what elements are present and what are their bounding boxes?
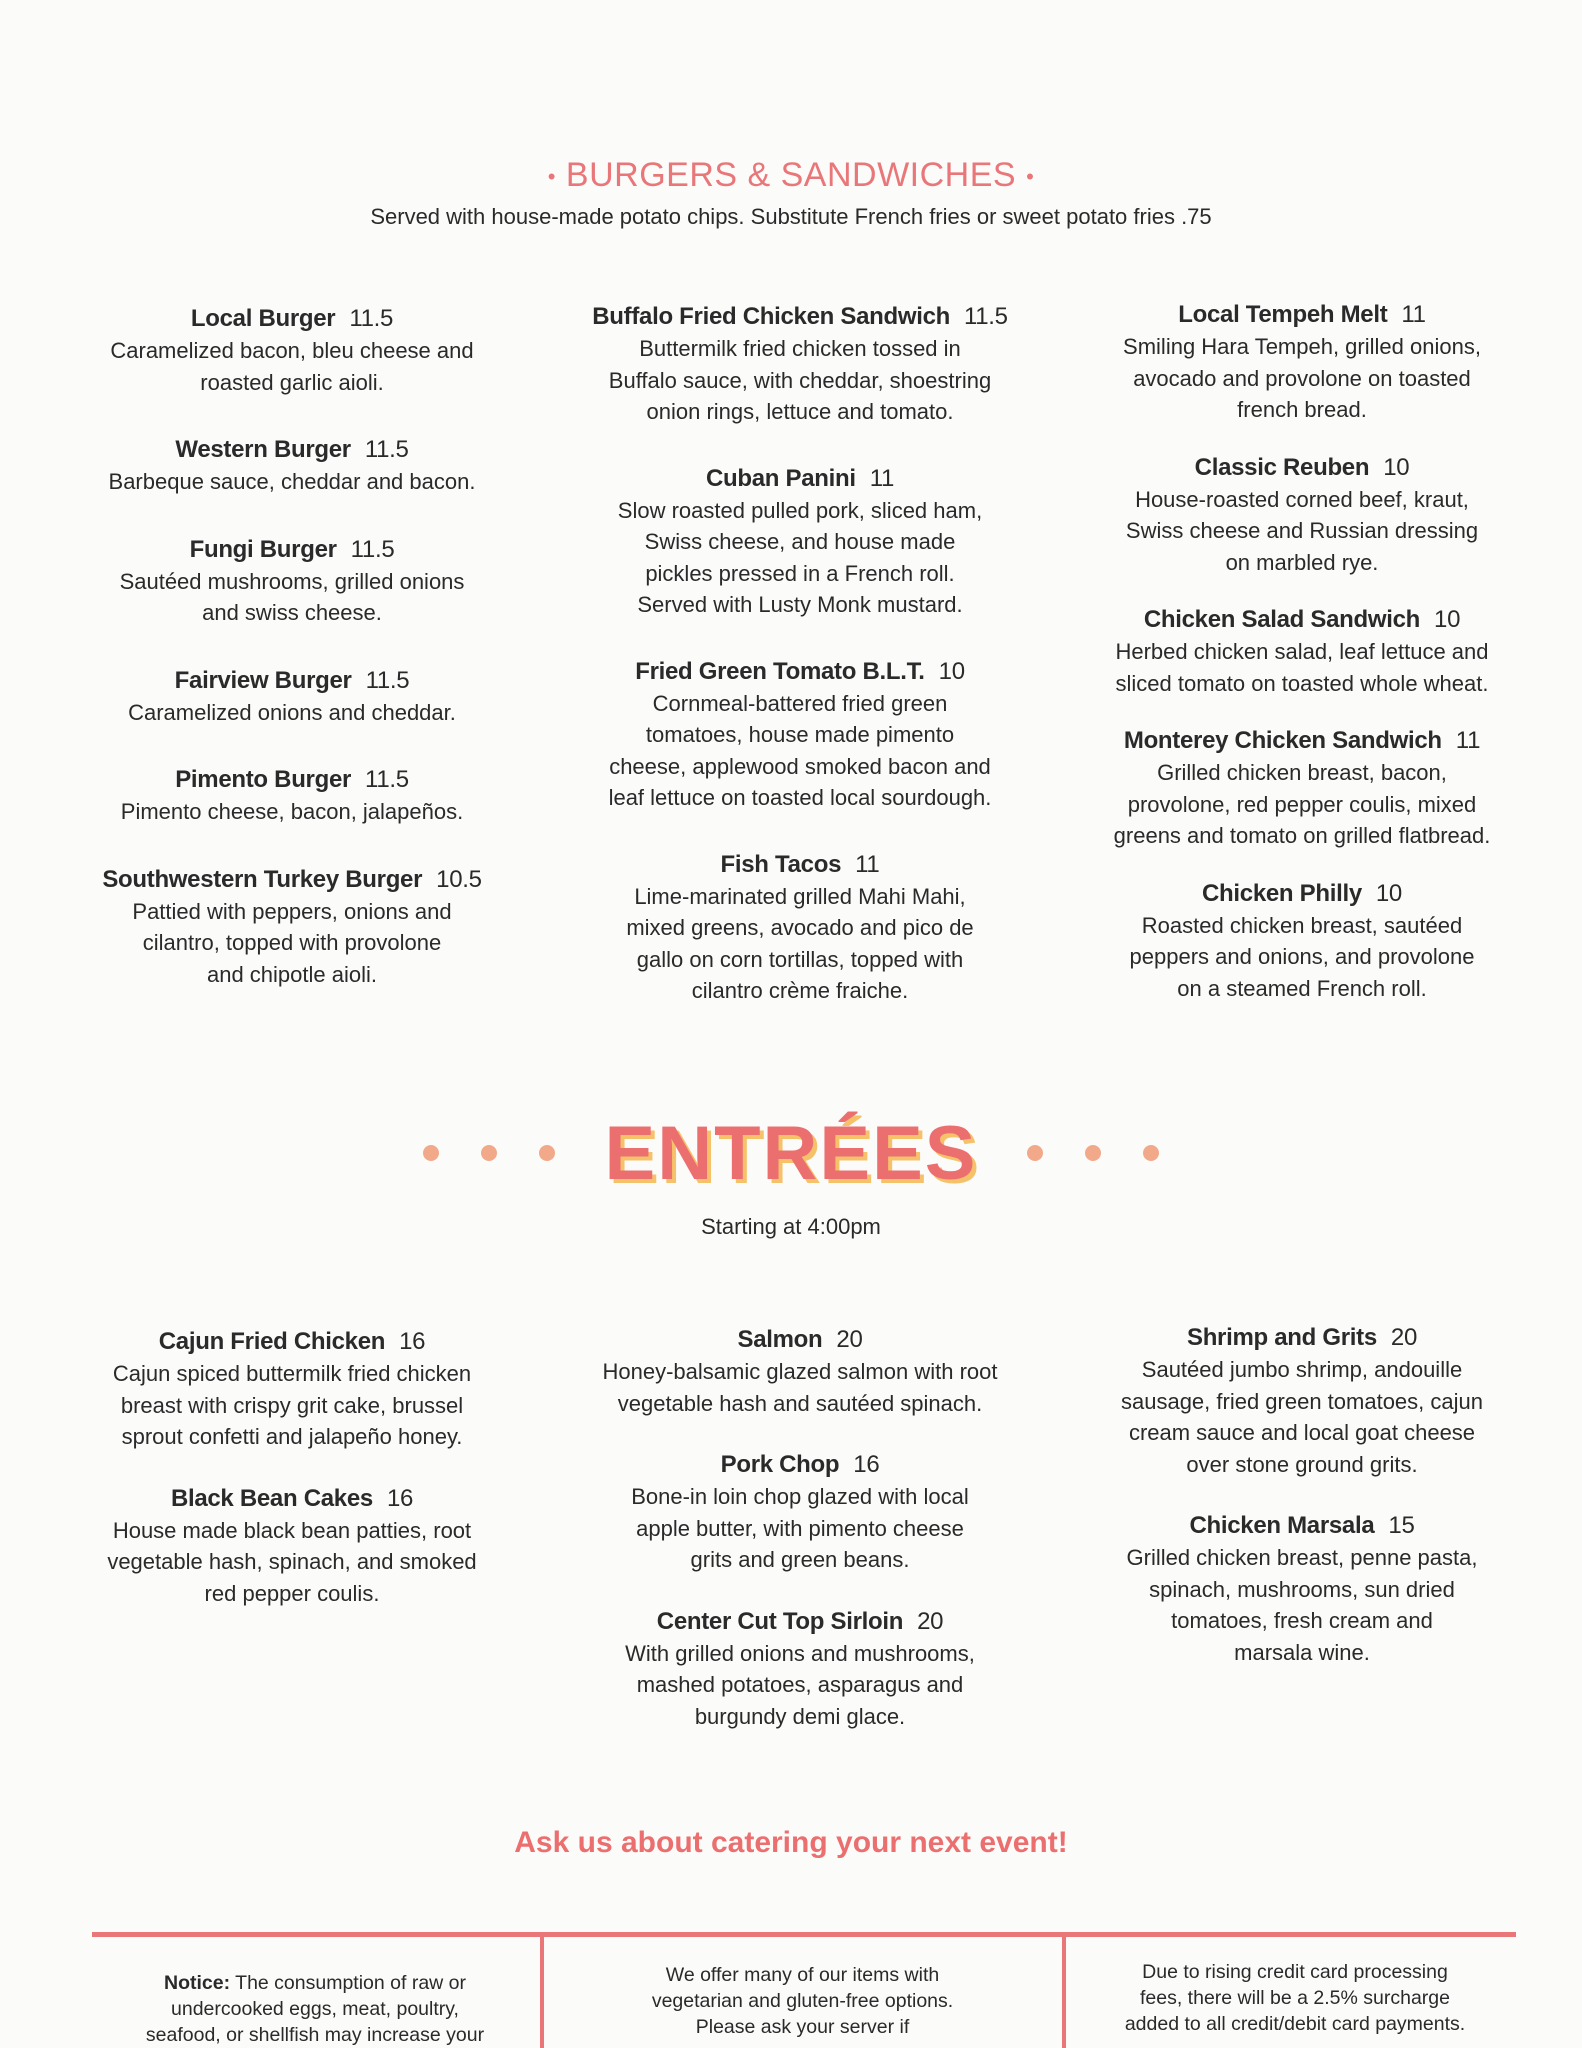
menu-item-description: Smiling Hara Tempeh, grilled onions, — [1123, 334, 1481, 359]
menu-item-description: Herbed chicken salad, leaf lettuce and — [1115, 639, 1489, 664]
menu-item-name: Pork Chop — [720, 1451, 840, 1478]
menu-item-title — [72, 534, 512, 566]
menu-item-name: Center Cut Top Sirloin — [656, 1607, 904, 1635]
menu-item — [1082, 878, 1522, 1005]
menu-item-description: Caramelized onions and cheddar. — [128, 699, 456, 725]
menu-item-description: Sautéed jumbo shrimp, andouille — [1141, 1357, 1463, 1382]
entrees-column-left — [72, 1326, 512, 1609]
menu-item-name: Fried Green Tomato B.L.T. — [635, 657, 925, 685]
footer-dietary-options — [555, 1962, 1050, 2040]
menu-item-description: onion rings, lettuce and tomato. — [646, 399, 954, 424]
menu-item-description: avocado and provolone on toasted — [1133, 365, 1471, 391]
menu-item-price: 11.5 — [364, 436, 409, 463]
menu-item-description: Pattied with peppers, onions and — [132, 898, 452, 924]
menu-item-description: Honey-balsamic glazed salmon with root — [602, 1359, 998, 1384]
entrees-column-center — [575, 1324, 1025, 1732]
menu-item-name: Cajun Fried Chicken — [158, 1328, 386, 1355]
menu-item — [1082, 604, 1522, 699]
menu-item — [1082, 299, 1522, 426]
menu-item — [575, 1606, 1025, 1733]
notice-line: seafood, or shellfish may increase your — [145, 2024, 485, 2046]
menu-item-description: tomatoes, fresh cream and — [1171, 1608, 1433, 1633]
menu-item-price: 10 — [938, 657, 965, 685]
menu-item-description: Sautéed mushrooms, grilled onions — [119, 568, 465, 594]
menu-item-description: and swiss cheese. — [202, 600, 382, 625]
menu-item-price: 16 — [386, 1484, 414, 1512]
menu-item-title — [72, 665, 512, 697]
menu-item-title — [72, 1326, 512, 1358]
menu-item-description: Bone-in loin chop glazed with local — [631, 1484, 969, 1509]
menu-item-price: 15 — [1388, 1512, 1415, 1539]
menu-item-description: Lime-marinated grilled Mahi Mahi, — [634, 883, 966, 909]
menu-item — [575, 301, 1025, 428]
menu-item-description: sausage, fried green tomatoes, cajun — [1120, 1388, 1483, 1414]
menu-item — [1082, 1510, 1522, 1668]
menu-item — [1082, 452, 1522, 579]
burgers-section-subtitle: Served with house-made potato chips. Substitute French fries or sweet potato fries .75 — [370, 204, 1212, 229]
menu-item-name: Local Burger — [190, 305, 336, 332]
notice-line: undercooked eggs, meat, poultry, — [171, 1998, 459, 2020]
menu-item-price: 11.5 — [365, 766, 409, 793]
menu-item-name: Fairview Burger — [174, 666, 352, 694]
menu-item-name: Shrimp and Grits — [1186, 1324, 1377, 1351]
options-line: Please ask your server if — [695, 2016, 910, 2038]
menu-item-description: Swiss cheese, and house made — [644, 529, 956, 554]
menu-item-title — [72, 434, 512, 466]
menu-item-description: Caramelized bacon, bleu cheese and — [110, 338, 474, 363]
menu-item-description: Buffalo sauce, with cheddar, shoestring — [608, 367, 992, 393]
menu-item-description: House-roasted corned beef, kraut, — [1135, 486, 1469, 512]
menu-item-title — [575, 463, 1025, 495]
menu-item-description: With grilled onions and mushrooms, — [625, 1640, 975, 1666]
burgers-column-left — [72, 303, 512, 990]
entrees-header — [0, 1110, 1582, 1200]
menu-item-title — [1082, 452, 1522, 484]
menu-item-price: 20 — [1390, 1324, 1417, 1351]
menu-item-description: Served with Lusty Monk mustard. — [637, 592, 963, 617]
menu-item-description: Swiss cheese and Russian dressing — [1125, 518, 1479, 543]
menu-item — [72, 665, 512, 729]
menu-item-title — [1082, 299, 1522, 331]
menu-item-description: cilantro, topped with provolone — [142, 930, 442, 955]
menu-item — [72, 303, 512, 398]
menu-item-description: provolone, red pepper coulis, mixed — [1127, 791, 1477, 817]
menu-item-name: Chicken Salad Sandwich — [1143, 606, 1421, 633]
menu-item-description: leaf lettuce on toasted local sourdough. — [608, 785, 992, 810]
menu-item-description: french bread. — [1237, 397, 1367, 422]
menu-item-title — [575, 1449, 1025, 1481]
menu-item — [575, 1449, 1025, 1576]
menu-item-price: 11 — [1455, 727, 1481, 754]
menu-item-price: 10 — [1383, 453, 1410, 481]
menu-item-description: Pimento cheese, bacon, jalapeños. — [120, 799, 464, 824]
menu-item-description: gallo on corn tortillas, topped with — [636, 946, 964, 972]
menu-item-name: Classic Reuben — [1194, 453, 1370, 481]
menu-item-description: sprout confetti and jalapeño honey. — [121, 1424, 463, 1449]
burgers-column-center — [575, 301, 1025, 1007]
menu-item-description: Buttermilk fried chicken tossed in — [639, 336, 961, 361]
entrees-column-right — [1082, 1322, 1522, 1668]
menu-item-name: Monterey Chicken Sandwich — [1123, 727, 1442, 754]
menu-item-title — [72, 864, 512, 896]
menu-item-description: apple butter, with pimento cheese — [636, 1515, 964, 1541]
menu-item-description: mixed greens, avocado and pico de — [626, 915, 974, 940]
menu-item-price: 16 — [853, 1451, 880, 1478]
menu-item — [575, 656, 1025, 814]
menu-item — [72, 1483, 512, 1610]
menu-item — [575, 849, 1025, 1007]
menu-item-name: Pimento Burger — [175, 766, 352, 793]
menu-item-description: peppers and onions, and provolone — [1129, 944, 1475, 969]
menu-item-description: mashed potatoes, asparagus and — [636, 1672, 964, 1697]
menu-item-description: red pepper coulis. — [204, 1580, 380, 1606]
menu-item-price: 20 — [917, 1607, 944, 1635]
menu-item-title — [1082, 1510, 1522, 1542]
menu-item-title — [1082, 604, 1522, 636]
menu-item-description: roasted garlic aioli. — [200, 369, 384, 395]
menu-item-description: over stone ground grits. — [1186, 1451, 1418, 1477]
decorative-dots-right — [1006, 1145, 1180, 1163]
menu-item-description: Barbeque sauce, cheddar and bacon. — [108, 469, 476, 494]
menu-item-description: and chipotle aioli. — [206, 961, 377, 987]
menu-item-title — [72, 764, 512, 796]
menu-item-description: on marbled rye. — [1225, 549, 1379, 575]
menu-item — [1082, 1322, 1522, 1480]
menu-item-description: breast with crispy grit cake, brussel — [120, 1392, 464, 1418]
menu-item-name: Local Tempeh Melt — [1178, 301, 1388, 328]
footer-divider-left — [540, 1937, 544, 2048]
menu-item-description: sliced tomato on toasted whole wheat. — [1115, 670, 1489, 696]
footer-divider-right — [1062, 1937, 1066, 2048]
menu-item-price: 10 — [1434, 606, 1461, 633]
menu-item-description: vegetable hash, spinach, and smoked — [107, 1549, 477, 1574]
footer-rule — [92, 1932, 1516, 1937]
menu-item — [72, 764, 512, 828]
menu-item-description: Roasted chicken breast, sautéed — [1141, 912, 1463, 938]
menu-item-description: cheese, applewood smoked bacon and — [609, 753, 991, 779]
menu-item-price: 11 — [1401, 301, 1426, 328]
menu-item-name: Cuban Panini — [705, 464, 856, 492]
decorative-dots-left — [402, 1145, 576, 1163]
menu-item-title — [575, 1324, 1025, 1356]
menu-item-description: on a steamed French roll. — [1177, 975, 1427, 1001]
menu-item-description: cilantro crème fraiche. — [691, 978, 909, 1003]
surcharge-line: fees, there will be a 2.5% surcharge — [1139, 1987, 1450, 2009]
options-line: We offer many of our items with — [665, 1964, 940, 1986]
menu-item-title — [575, 849, 1025, 881]
menu-item — [72, 434, 512, 498]
menu-item-name: Buffalo Fried Chicken Sandwich — [592, 303, 950, 330]
menu-item-name: Western Burger — [175, 436, 351, 463]
surcharge-line: Due to rising credit card processing — [1142, 1961, 1448, 1983]
burgers-section-title — [0, 156, 1582, 195]
footer-surcharge — [1075, 1959, 1515, 2037]
menu-item-name: Chicken Philly — [1202, 879, 1362, 907]
menu-item-name: Black Bean Cakes — [170, 1484, 373, 1512]
menu-item-description: greens and tomato on grilled flatbread. — [1113, 823, 1491, 848]
menu-item-name: Fungi Burger — [189, 535, 337, 563]
menu-item-description: Cajun spiced buttermilk fried chicken — [112, 1361, 472, 1386]
menu-item-name: Chicken Marsala — [1189, 1512, 1375, 1539]
menu-item-description: House made black bean patties, root — [112, 1517, 472, 1543]
bullet-dot-right: • — [1026, 164, 1035, 190]
menu-item-price: 20 — [836, 1326, 863, 1353]
burgers-title-text: BURGERS & SANDWICHES — [565, 156, 1017, 194]
menu-item-price: 16 — [399, 1328, 426, 1355]
catering-callout: Ask us about catering your next event! — [514, 1826, 1068, 1859]
menu-item-price: 11.5 — [350, 535, 395, 563]
menu-item-name: Salmon — [737, 1326, 823, 1353]
menu-item — [575, 1324, 1025, 1419]
menu-item-name: Southwestern Turkey Burger — [102, 865, 423, 893]
menu-item-title — [72, 1483, 512, 1515]
entrees-title: ENTRÉES — [604, 1111, 978, 1196]
menu-item — [72, 534, 512, 629]
menu-item — [1082, 725, 1522, 852]
menu-item-title — [575, 1606, 1025, 1638]
options-line: vegetarian and gluten-free options. — [651, 1990, 954, 2012]
menu-item-price: 11.5 — [349, 305, 394, 332]
surcharge-line: added to all credit/debit card payments. — [1124, 2013, 1466, 2035]
menu-item-title — [1082, 725, 1522, 757]
menu-item-price: 10 — [1375, 879, 1402, 907]
menu-item-price: 10.5 — [436, 865, 482, 893]
menu-item-price: 11 — [855, 850, 880, 878]
menu-item-description: Grilled chicken breast, penne pasta, — [1126, 1545, 1478, 1570]
menu-item-title — [575, 301, 1025, 333]
menu-item-title — [72, 303, 512, 335]
menu-item-description: cream sauce and local goat cheese — [1128, 1420, 1476, 1445]
menu-item-price: 11 — [869, 464, 895, 492]
menu-item-description: grits and green beans. — [690, 1547, 910, 1572]
notice-label: Notice: — [163, 1972, 231, 1994]
menu-item-description: Slow roasted pulled pork, sliced ham, — [617, 497, 983, 523]
menu-item — [72, 864, 512, 991]
menu-item — [575, 463, 1025, 621]
menu-item-price: 11.5 — [365, 666, 410, 694]
menu-item-price: 11.5 — [963, 303, 1008, 330]
notice-line: The consumption of raw or — [235, 1972, 467, 1994]
burgers-column-right — [1082, 299, 1522, 1004]
footer-notice — [100, 1970, 530, 2048]
menu-item-description: burgundy demi glace. — [694, 1703, 906, 1729]
menu-item-title — [1082, 878, 1522, 910]
menu-item-description: Cornmeal-battered fried green — [652, 690, 948, 716]
bullet-dot-left: • — [547, 164, 556, 190]
menu-item-description: vegetable hash and sautéed spinach. — [617, 1390, 983, 1416]
menu-item — [72, 1326, 512, 1453]
menu-item-title — [575, 656, 1025, 688]
entrees-subtitle: Starting at 4:00pm — [701, 1214, 881, 1239]
menu-item-description: spinach, mushrooms, sun dried — [1149, 1576, 1455, 1602]
menu-item-description: marsala wine. — [1234, 1639, 1370, 1665]
menu-item-title — [1082, 1322, 1522, 1354]
menu-item-name: Fish Tacos — [720, 850, 842, 878]
menu-item-description: Grilled chicken breast, bacon, — [1157, 760, 1447, 785]
menu-item-description: tomatoes, house made pimento — [645, 722, 955, 747]
menu-item-description: pickles pressed in a French roll. — [645, 560, 955, 586]
